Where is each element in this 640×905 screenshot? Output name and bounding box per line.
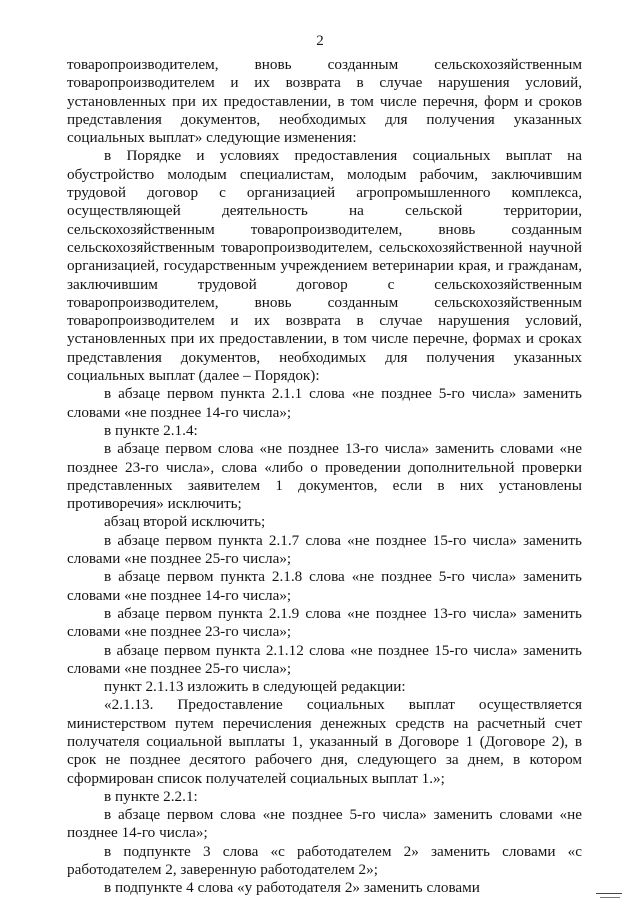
paragraph-subitem-4: в подпункте 4 слова «у работодателя 2» заменить словами xyxy=(104,879,480,897)
footer-scan-mark-secondary xyxy=(600,897,620,898)
paragraph-item-2-1-12: в абзаце первом пункта 2.1.12 слова «не позднее 15-го числа» заменить словами «не позднее 25-го числа»; xyxy=(67,641,582,677)
paragraph-item-2-1-9: в абзаце первом пункта 2.1.9 слова «не позднее 13-го числа» заменить словами «не позднее 23-го числа»; xyxy=(67,604,582,641)
paragraph-item-2-1-7: в абзаце первом пункта 2.1.7 слова «не позднее 15-го числа» заменить словами «не позднее 25-го числа»; xyxy=(67,531,582,568)
paragraph-item-2-1-4-first: в абзаце первом слова «не позднее 13-го числа» заменить словами «не позднее 23-го числа», слова «либо о проведении дополнительной проверки представленных заявителем 1 документов, если в них установлены противоречия» исключить; xyxy=(67,440,582,513)
footer-scan-mark xyxy=(596,893,622,894)
page-number: 2 xyxy=(316,33,324,49)
paragraph-item-2-1-1: в абзаце первом пункта 2.1.1 слова «не позднее 5-го числа» заменить словами «не позднее 14-го числа»; xyxy=(67,385,582,421)
paragraph-item-2-1-13: пункт 2.1.13 изложить в следующей редакции: xyxy=(104,678,406,696)
paragraph-poryadok-amendment: в Порядке и условиях предоставления социальных выплат на обустройство молодым специалистам, молодым рабочим, заключившим трудовой договор с организацией агропромышленного комплекса, осуществляющей деятельность на сельской территории, сельскохозяйственным товаропроизводителем, вновь созданным сельскохозяйственным товаропроизводителем, сельскохозяйственной научной организацией, государственным учреждением ветеринарии края, и гражданам, заключившим трудовой договор с сельскохозяйственным товаропроизводителем, вновь созданным сельскохозяйственным товаропроизводителем и их возврата в случае нарушения условий, установленных при их предоставлении, в том числе перечне, формах и сроках представления документов, необходимых для получения указанных социальных выплат (далее – Порядок): xyxy=(67,147,582,385)
paragraph-item-2-1-4: в пункте 2.1.4: xyxy=(104,421,198,439)
paragraph-item-2-1-4-second: абзац второй исключить; xyxy=(104,513,266,531)
paragraph-subitem-3: в подпункте 3 слова «с работодателем 2» заменить словами «с работодателем 2, заверенную работодателем 2»; xyxy=(67,842,582,879)
paragraph-item-2-2-1: в пункте 2.2.1: xyxy=(104,787,198,805)
paragraph-item-2-1-13-new-text: «2.1.13. Предоставление социальных выплат осуществляется министерством путем перечисления денежных средств на расчетный счет получателя социальной выплаты 1, указанный в Договоре 1 (Договоре 2), в срок не позднее десятого рабочего дня, следующего за днем, в котором сформирован список получателей социальных выплат 1.»; xyxy=(67,696,582,787)
paragraph-item-2-2-1-first: в абзаце первом слова «не позднее 5-го числа» заменить словами «не позднее 14-го числа»; xyxy=(67,806,582,842)
document-body xyxy=(67,56,582,898)
paragraph-intro-continuation: товаропроизводителем, вновь созданным сельскохозяйственным товаропроизводителем и их возврата в случае нарушения условий, установленных при их предоставлении, в том числе перечня, форм и сроков представления документов, необходимых для получения указанных социальных выплат» следующие изменения: xyxy=(67,56,582,147)
paragraph-item-2-1-8: в абзаце первом пункта 2.1.8 слова «не позднее 5-го числа» заменить словами «не позднее 14-го числа»; xyxy=(67,568,582,604)
